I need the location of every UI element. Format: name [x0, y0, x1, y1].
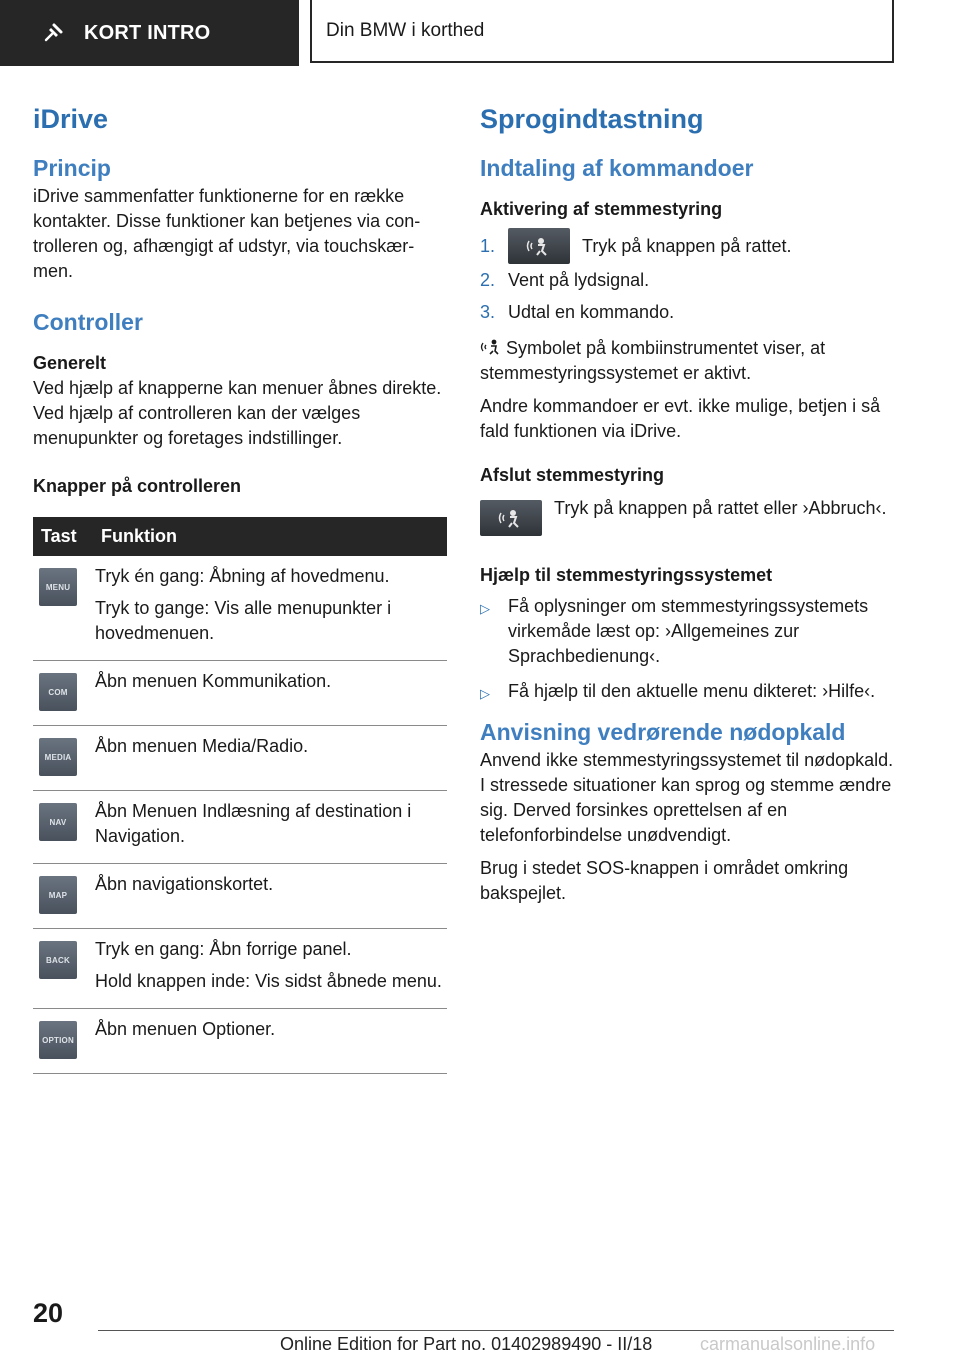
table-row [33, 1009, 447, 1074]
triangle-bullet-icon: ▷ [480, 601, 490, 616]
table-row [33, 929, 447, 1009]
controller-heading: Controller [33, 309, 143, 335]
general-heading: Generelt [33, 353, 107, 373]
table-cell: Åbn menuen Media/Radio. [95, 736, 309, 756]
section-tab [0, 0, 299, 66]
map-key-icon: MAP [39, 876, 77, 914]
list-item: 1. Tryk på knappen på rattet. [480, 228, 898, 264]
symbol-note: Symbolet på kombiinstrumentet viser, at stemmestyringssystemet er aktivt. [480, 338, 826, 383]
voice-control-button-icon [480, 500, 542, 536]
media-key-icon: MEDIA [39, 738, 77, 776]
table-row [33, 726, 447, 791]
right-column [480, 100, 898, 906]
emergency-text-1: Anvend ikke stemmestyringssystemet til nødopkald. I stressede situationer kan sprog og stemme ændre sig. Derved forsinkes oprettelsen af en telefonforbindelse unødvendigt. [480, 750, 894, 845]
table-cell: Hold knappen inde: Vis sidst åbnede menu. [95, 971, 442, 991]
help-heading: Hjælp til stemmestyringssystemet [480, 565, 773, 585]
list-item: ▷ Få hjælp til den aktuelle menu dikteret: ›Hilfe‹. [480, 679, 898, 706]
back-key-icon: BACK [39, 941, 77, 979]
table-header-function: Funktion [95, 517, 447, 556]
com-key-icon: COM [39, 673, 77, 711]
table-cell: Tryk en gang: Åbn forrige panel. [95, 939, 352, 959]
table-cell: Åbn menuen Optioner. [95, 1019, 276, 1039]
table-cell: Tryk én gang: Åbning af hovedmenu. [95, 566, 390, 586]
end-text: Tryk på knappen på rattet eller ›Abbruch‹. [554, 498, 887, 518]
table-row [33, 661, 447, 726]
book-title: Din BMW i korthed [310, 0, 894, 63]
table-row [33, 791, 447, 864]
section-label: KORT INTRO [84, 21, 211, 44]
emergency-text-2: Brug i stedet SOS-knappen i området omkring bakspejlet. [480, 858, 849, 903]
activation-steps [480, 228, 898, 328]
activation-heading: Aktivering af stemmestyring [480, 199, 723, 219]
page-header [0, 0, 960, 66]
list-item: 2. Vent på lydsignal. [480, 269, 650, 290]
principle-text: iDrive sammenfatter funktionerne for en række kontakter. Disse funktioner kan betjenes via controlleren og, afhængigt af udstyr, via touchskærmen. [33, 186, 421, 281]
table-header-row [33, 517, 447, 556]
buttons-heading: Knapper på controlleren [33, 476, 242, 496]
controller-buttons-table [33, 517, 447, 1074]
help-list [480, 594, 898, 706]
nav-key-icon: NAV [39, 803, 77, 841]
end-heading: Afslut stemmestyring [480, 465, 665, 485]
emergency-heading: Anvisning vedrørende nødopkald [480, 719, 846, 745]
pin-icon [42, 22, 64, 44]
table-cell: Åbn navigationskortet. [95, 874, 274, 894]
page-number: 20 [33, 1298, 64, 1328]
principle-heading: Princip [33, 155, 111, 181]
table-cell: Tryk to gange: Vis alle menupunkter i hovedmenuen. [95, 598, 392, 643]
voice-control-button-icon [508, 228, 570, 264]
menu-key-icon: MENU [39, 568, 77, 606]
table-header-key: Tast [33, 517, 95, 556]
table-cell: Åbn menuen Kommunikation. [95, 671, 332, 691]
other-commands-text: Andre kommandoer er evt. ikke mulige, betjen i så fald funktionen via iDrive. [480, 396, 881, 441]
triangle-bullet-icon: ▷ [480, 686, 490, 701]
list-item: ▷ Få oplysninger om stemmestyringssystemets virkemåde læst op: ›Allgemeines zur Sprachbedienung‹. [480, 594, 898, 669]
end-instruction [480, 496, 898, 536]
voice-input-title: Sprogindtastning [480, 104, 704, 134]
commands-heading: Indtaling af kommandoer [480, 155, 754, 181]
idrive-title: iDrive [33, 104, 109, 134]
page-footer [0, 1290, 960, 1362]
edition-text: Online Edition for Part no. 01402989490 - II/18 [280, 1334, 653, 1354]
left-column [33, 100, 447, 1074]
watermark: carmanualsonline.info [700, 1334, 876, 1354]
voice-active-symbol-icon [480, 338, 502, 356]
footer-divider [98, 1330, 894, 1331]
table-cell: Åbn Menuen Indlæsning af destination i Navigation. [95, 801, 412, 846]
table-row [33, 864, 447, 929]
option-key-icon: OPTION [39, 1021, 77, 1059]
table-row [33, 556, 447, 661]
list-item: 3. Udtal en kommando. [480, 301, 675, 322]
general-text: Ved hjælp af knapperne kan menuer åbnes direkte. Ved hjælp af controlleren kan der vælges menupunkter og foretages indstillinger. [33, 378, 442, 448]
